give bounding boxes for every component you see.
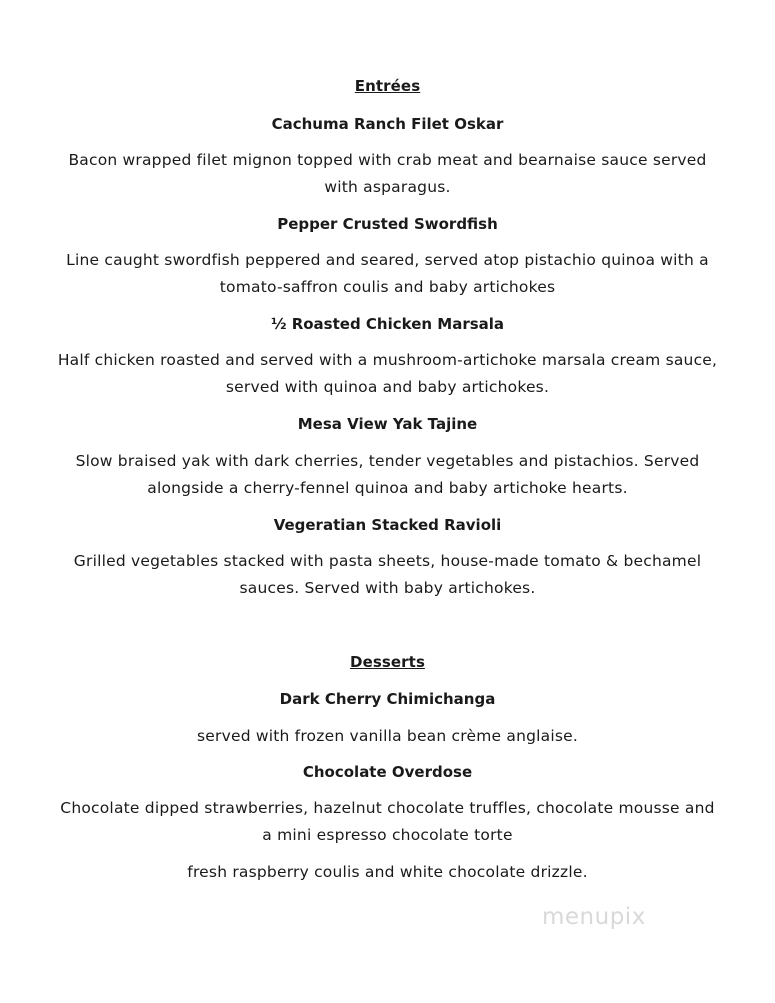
menupix-watermark: menupix (542, 904, 646, 930)
entree-desc-line: Line caught swordfish peppered and seared, served atop pistachio quinoa with a (66, 251, 709, 269)
entree-title-filet-oskar: Cachuma Ranch Filet Oskar (271, 115, 504, 133)
dessert-desc-line: served with frozen vanilla bean crème anglaise. (197, 727, 578, 745)
dessert-title-chimichanga: Dark Cherry Chimichanga (279, 690, 496, 708)
entree-title-yak-tajine: Mesa View Yak Tajine (297, 415, 478, 433)
entree-desc-line: Half chicken roasted and served with a mushroom-artichoke marsala cream sauce, (57, 351, 718, 369)
entree-desc-line: alongside a cherry-fennel quinoa and baby artichoke hearts. (147, 479, 628, 497)
dessert-desc-line: fresh raspberry coulis and white chocolate drizzle. (187, 863, 588, 881)
entree-desc-line: sauces. Served with baby artichokes. (239, 579, 536, 597)
entree-desc-line: Grilled vegetables stacked with pasta sheets, house-made tomato & bechamel (73, 552, 702, 570)
dessert-title-chocolate-overdose: Chocolate Overdose (302, 763, 473, 781)
entree-title-ravioli: Vegeratian Stacked Ravioli (273, 516, 502, 534)
entree-title-swordfish: Pepper Crusted Swordfish (277, 215, 498, 233)
entree-desc-line: served with quinoa and baby artichokes. (225, 378, 550, 396)
entree-desc-line: tomato-saffron coulis and baby artichokes (219, 278, 556, 296)
dessert-desc-line: a mini espresso chocolate torte (262, 826, 513, 844)
entree-desc-line: with asparagus. (324, 178, 451, 196)
desserts-heading: Desserts (350, 653, 425, 671)
entree-desc-line: Bacon wrapped filet mignon topped with crab meat and bearnaise sauce served (68, 151, 707, 169)
entrees-heading: Entrées (354, 77, 421, 95)
dessert-desc-line: Chocolate dipped strawberries, hazelnut chocolate truffles, chocolate mousse and (60, 799, 715, 817)
entree-desc-line: Slow braised yak with dark cherries, tender vegetables and pistachios. Served (75, 452, 700, 470)
entree-title-chicken-marsala: ½ Roasted Chicken Marsala (270, 315, 505, 333)
